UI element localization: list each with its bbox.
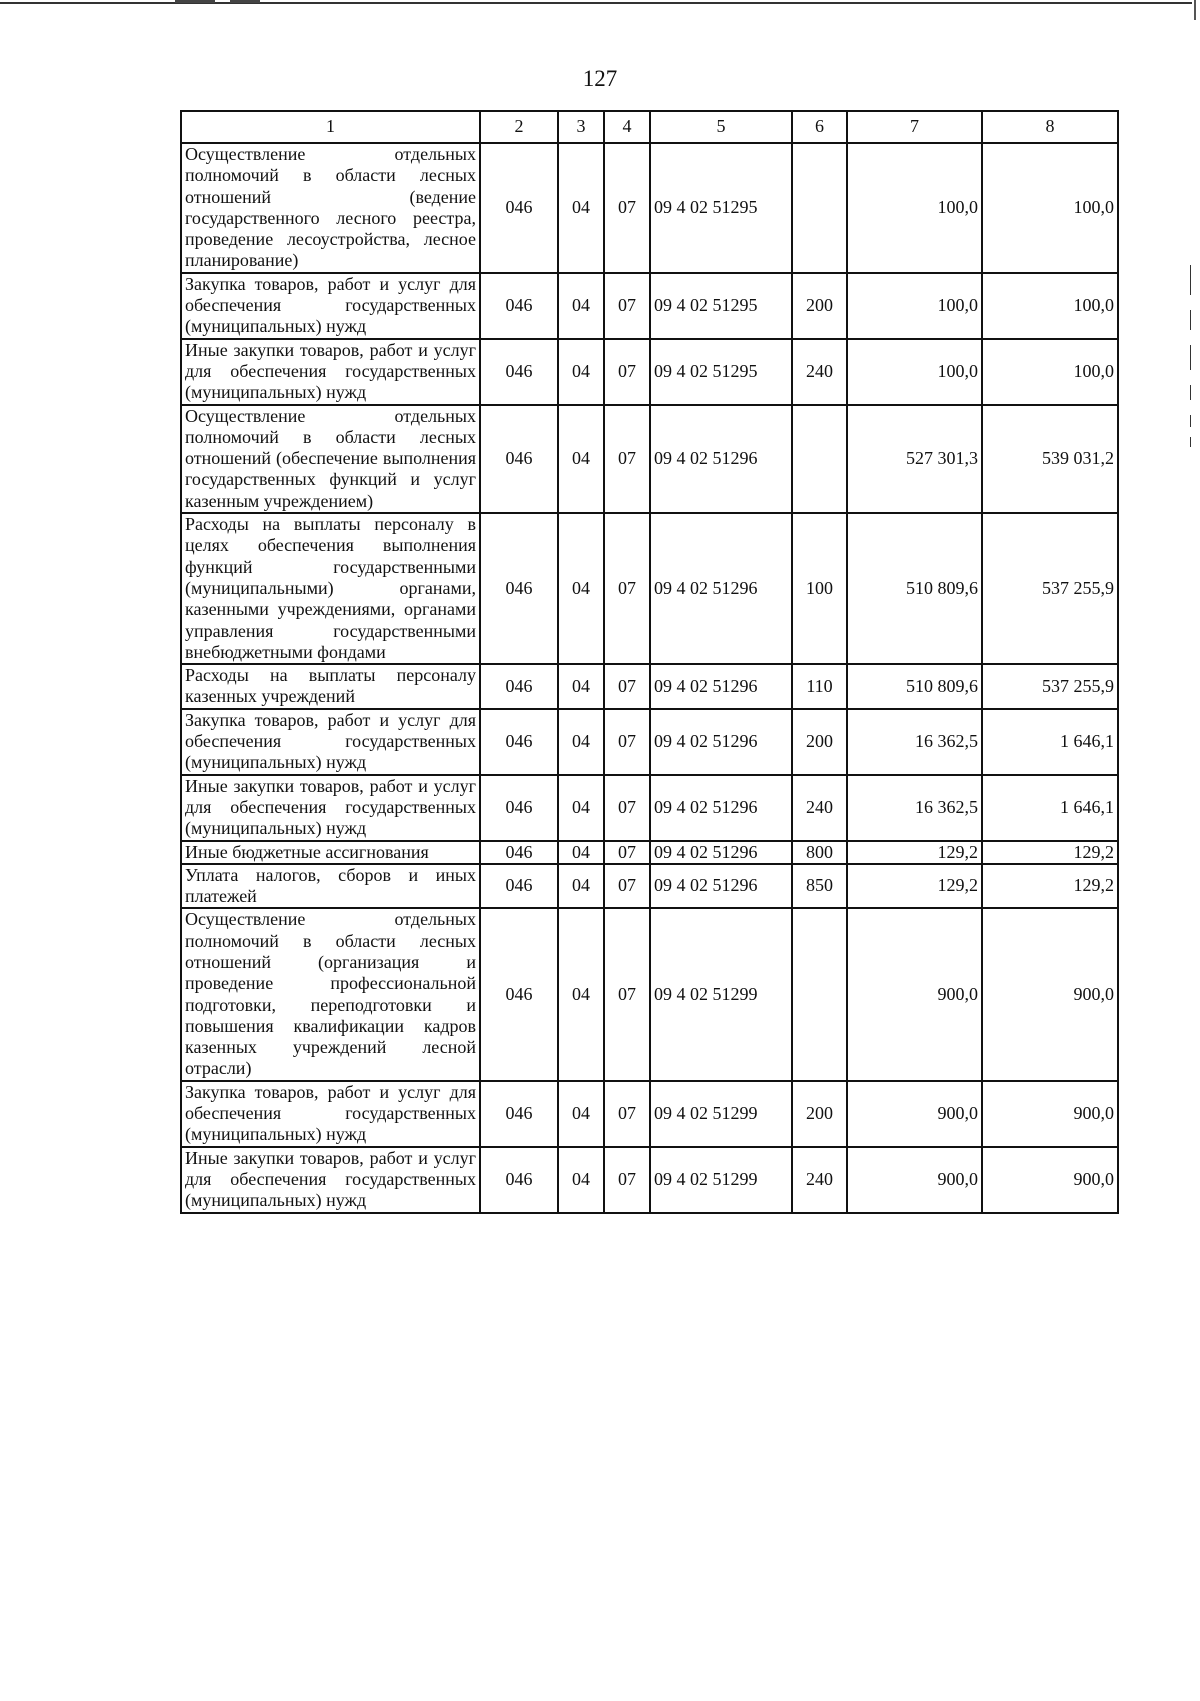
scan-right-edge: [1194, 0, 1196, 20]
section-code-cell: 04: [558, 664, 604, 709]
header-cell: 4: [604, 111, 650, 143]
target-article-cell: 09 4 02 51295: [650, 273, 792, 339]
section-code-cell: 04: [558, 1081, 604, 1147]
subsection-code-cell: 07: [604, 1147, 650, 1213]
amount-col8-cell: 537 255,9: [982, 664, 1118, 709]
amount-col8-cell: 900,0: [982, 1147, 1118, 1213]
target-article-cell: 09 4 02 51299: [650, 1147, 792, 1213]
expense-type-cell: 240: [792, 339, 847, 405]
amount-col7-cell: 527 301,3: [847, 405, 982, 513]
table-row: [181, 864, 1118, 909]
section-code-cell: 04: [558, 864, 604, 909]
table-row: [181, 143, 1118, 273]
section-code-cell: 04: [558, 273, 604, 339]
item-name-cell: Осуществление отдельных полномочий в области лесных отношений (ведение государственного лесного реестра, проведение лесоустройства, лесное планирование): [181, 143, 480, 273]
target-article-cell: 09 4 02 51296: [650, 513, 792, 664]
header-cell: 8: [982, 111, 1118, 143]
section-code-cell: 04: [558, 1147, 604, 1213]
section-code-cell: 04: [558, 709, 604, 775]
section-code-cell: 04: [558, 143, 604, 273]
page-number: 127: [582, 66, 618, 91]
header-cell: 1: [181, 111, 480, 143]
item-name-cell: Расходы на выплаты персоналу в целях обеспечения выполнения функций государственными (муниципальными) органами, казенными учреждениями, органами управления государственными внебюджетными фондами: [181, 513, 480, 664]
expense-type-cell: [792, 908, 847, 1080]
table-header-row: [181, 111, 1118, 143]
ministry-code-cell: 046: [480, 273, 558, 339]
item-name-cell: Осуществление отдельных полномочий в области лесных отношений (обеспечение выполнения государственных функций и услуг казенным учреждением): [181, 405, 480, 513]
table-row: [181, 841, 1118, 864]
ministry-code-cell: 046: [480, 1081, 558, 1147]
amount-col7-cell: 100,0: [847, 143, 982, 273]
expense-type-cell: 200: [792, 709, 847, 775]
amount-col8-cell: 1 646,1: [982, 709, 1118, 775]
section-code-cell: 04: [558, 339, 604, 405]
section-code-cell: 04: [558, 908, 604, 1080]
ministry-code-cell: 046: [480, 709, 558, 775]
amount-col8-cell: 537 255,9: [982, 513, 1118, 664]
subsection-code-cell: 07: [604, 1081, 650, 1147]
target-article-cell: 09 4 02 51296: [650, 664, 792, 709]
expense-type-cell: 240: [792, 1147, 847, 1213]
amount-col7-cell: 16 362,5: [847, 709, 982, 775]
ministry-code-cell: 046: [480, 864, 558, 909]
amount-col8-cell: 900,0: [982, 908, 1118, 1080]
target-article-cell: 09 4 02 51299: [650, 908, 792, 1080]
amount-col7-cell: 510 809,6: [847, 664, 982, 709]
amount-col7-cell: 900,0: [847, 1081, 982, 1147]
table-row: [181, 908, 1118, 1080]
item-name-cell: Иные закупки товаров, работ и услуг для обеспечения государственных (муниципальных) нужд: [181, 1147, 480, 1213]
expense-type-cell: 240: [792, 775, 847, 841]
target-article-cell: 09 4 02 51299: [650, 1081, 792, 1147]
expense-type-cell: 200: [792, 273, 847, 339]
ministry-code-cell: 046: [480, 664, 558, 709]
table-row: [181, 273, 1118, 339]
expense-type-cell: 100: [792, 513, 847, 664]
item-name-cell: Закупка товаров, работ и услуг для обеспечения государственных (муниципальных) нужд: [181, 273, 480, 339]
header-cell: 6: [792, 111, 847, 143]
table-row: [181, 775, 1118, 841]
ministry-code-cell: 046: [480, 1147, 558, 1213]
subsection-code-cell: 07: [604, 664, 650, 709]
table-row: [181, 405, 1118, 513]
target-article-cell: 09 4 02 51296: [650, 841, 792, 864]
target-article-cell: 09 4 02 51296: [650, 709, 792, 775]
header-cell: 2: [480, 111, 558, 143]
amount-col8-cell: 900,0: [982, 1081, 1118, 1147]
section-code-cell: 04: [558, 841, 604, 864]
scan-edge-marks: [1186, 265, 1196, 450]
subsection-code-cell: 07: [604, 864, 650, 909]
amount-col8-cell: 100,0: [982, 143, 1118, 273]
expense-type-cell: 200: [792, 1081, 847, 1147]
header-cell: 7: [847, 111, 982, 143]
ministry-code-cell: 046: [480, 513, 558, 664]
subsection-code-cell: 07: [604, 775, 650, 841]
scan-top-dash: [175, 0, 215, 3]
item-name-cell: Иные закупки товаров, работ и услуг для обеспечения государственных (муниципальных) нужд: [181, 339, 480, 405]
amount-col7-cell: 900,0: [847, 908, 982, 1080]
item-name-cell: Уплата налогов, сборов и иных платежей: [181, 864, 480, 909]
subsection-code-cell: 07: [604, 143, 650, 273]
item-name-cell: Осуществление отдельных полномочий в области лесных отношений (организация и проведение профессиональной подготовки, переподготовки и повышения квалификации кадров казенных учреждений лесной отрасли): [181, 908, 480, 1080]
target-article-cell: 09 4 02 51295: [650, 143, 792, 273]
amount-col8-cell: 100,0: [982, 273, 1118, 339]
amount-col8-cell: 539 031,2: [982, 405, 1118, 513]
table-row: [181, 709, 1118, 775]
section-code-cell: 04: [558, 405, 604, 513]
budget-table: [180, 110, 1119, 1214]
scan-top-dash: [230, 0, 260, 3]
amount-col8-cell: 100,0: [982, 339, 1118, 405]
subsection-code-cell: 07: [604, 513, 650, 664]
expense-type-cell: [792, 405, 847, 513]
table-row: [181, 339, 1118, 405]
amount-col8-cell: 1 646,1: [982, 775, 1118, 841]
ministry-code-cell: 046: [480, 908, 558, 1080]
expense-type-cell: 850: [792, 864, 847, 909]
header-cell: 5: [650, 111, 792, 143]
item-name-cell: Закупка товаров, работ и услуг для обеспечения государственных (муниципальных) нужд: [181, 1081, 480, 1147]
expense-type-cell: [792, 143, 847, 273]
table-row: [181, 513, 1118, 664]
target-article-cell: 09 4 02 51295: [650, 339, 792, 405]
subsection-code-cell: 07: [604, 405, 650, 513]
table-row: [181, 1081, 1118, 1147]
subsection-code-cell: 07: [604, 339, 650, 405]
section-code-cell: 04: [558, 775, 604, 841]
amount-col7-cell: 100,0: [847, 273, 982, 339]
amount-col8-cell: 129,2: [982, 864, 1118, 909]
table-row: [181, 1147, 1118, 1213]
item-name-cell: Закупка товаров, работ и услуг для обеспечения государственных (муниципальных) нужд: [181, 709, 480, 775]
expense-type-cell: 800: [792, 841, 847, 864]
item-name-cell: Иные закупки товаров, работ и услуг для обеспечения государственных (муниципальных) нужд: [181, 775, 480, 841]
amount-col7-cell: 510 809,6: [847, 513, 982, 664]
amount-col7-cell: 16 362,5: [847, 775, 982, 841]
target-article-cell: 09 4 02 51296: [650, 405, 792, 513]
table-row: [181, 664, 1118, 709]
amount-col7-cell: 129,2: [847, 864, 982, 909]
ministry-code-cell: 046: [480, 775, 558, 841]
target-article-cell: 09 4 02 51296: [650, 864, 792, 909]
subsection-code-cell: 07: [604, 273, 650, 339]
ministry-code-cell: 046: [480, 143, 558, 273]
target-article-cell: 09 4 02 51296: [650, 775, 792, 841]
header-cell: 3: [558, 111, 604, 143]
ministry-code-cell: 046: [480, 339, 558, 405]
amount-col7-cell: 100,0: [847, 339, 982, 405]
amount-col7-cell: 129,2: [847, 841, 982, 864]
expense-type-cell: 110: [792, 664, 847, 709]
ministry-code-cell: 046: [480, 405, 558, 513]
subsection-code-cell: 07: [604, 841, 650, 864]
item-name-cell: Иные бюджетные ассигнования: [181, 841, 480, 864]
amount-col8-cell: 129,2: [982, 841, 1118, 864]
item-name-cell: Расходы на выплаты персоналу казенных учреждений: [181, 664, 480, 709]
subsection-code-cell: 07: [604, 908, 650, 1080]
ministry-code-cell: 046: [480, 841, 558, 864]
amount-col7-cell: 900,0: [847, 1147, 982, 1213]
subsection-code-cell: 07: [604, 709, 650, 775]
section-code-cell: 04: [558, 513, 604, 664]
